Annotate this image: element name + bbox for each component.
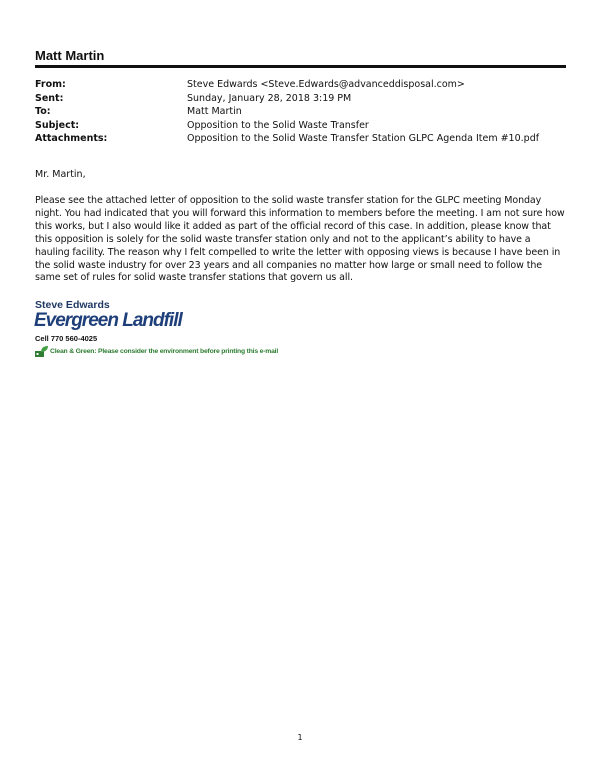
subject-row xyxy=(35,119,566,133)
to-label: To: xyxy=(35,106,51,118)
signature-cell: Cell 770 560-4025 xyxy=(35,334,98,343)
from-value: Steve Edwards <Steve.Edwards@advanceddisposal.com> xyxy=(187,79,465,90)
email-metadata xyxy=(35,78,566,146)
sent-label: Sent: xyxy=(35,92,64,104)
subject-value: Opposition to the Solid Waste Transfer xyxy=(187,119,369,131)
signature-green-note xyxy=(35,346,278,357)
greeting: Mr. Martin, xyxy=(35,169,86,180)
from-label: From: xyxy=(35,79,66,90)
sent-row xyxy=(35,92,566,106)
attachments-label: Attachments: xyxy=(35,133,108,145)
attachments-value: Opposition to the Solid Waste Transfer Station GLPC Agenda Item #10.pdf xyxy=(187,133,540,145)
leaf-recycle-icon xyxy=(35,346,48,357)
to-value: Matt Martin xyxy=(187,106,242,118)
page-header-name: Matt Martin xyxy=(35,48,105,63)
email-body: Please see the attached letter of opposition to the solid waste transfer station for the GLPC meeting Monday night. You had indicated that you will forward this information to members before the meeting. I am not sure how this works, but I also would like it added as part of the official record of this case. In addition, please know that this opposition is solely for the solid waste transfer station only and not to the applicant’s ability to have a hauling facility. The reason why I felt compelled to write the letter with opposing views is because I have been in the solid waste industry for over 23 years and all companies no matter how large or small need to follow the same set of rules for solid waste transfer stations that govern us all. xyxy=(35,195,565,284)
to-row xyxy=(35,105,566,119)
sent-value: Sunday, January 28, 2018 3:19 PM xyxy=(187,92,352,104)
header-rule xyxy=(35,65,566,68)
subject-label: Subject: xyxy=(35,119,80,131)
page-number: 1 xyxy=(297,733,303,742)
from-row xyxy=(35,78,566,92)
attachments-row xyxy=(35,132,566,146)
signature-company: Evergreen Landfill xyxy=(34,310,182,331)
green-note-text: Clean & Green: Please consider the environment before printing this e-mail xyxy=(50,348,279,355)
signature-name: Steve Edwards xyxy=(35,299,110,311)
